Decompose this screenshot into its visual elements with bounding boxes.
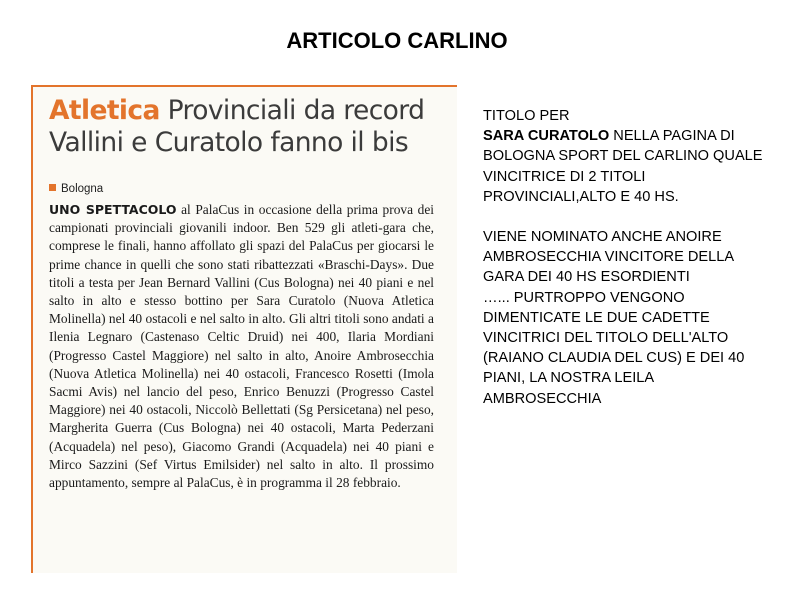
note-paragraph-1-text: NELLA PAGINA DI BOLOGNA SPORT DEL CARLINO QUALE VINCITRICE DI 2 TITOLI PROVINCIALI,ALTO E 40 HS. [483, 128, 763, 205]
side-note [483, 106, 763, 409]
slide-title: ARTICOLO CARLINO [286, 28, 508, 53]
newspaper-clipping [31, 85, 457, 573]
article-dateline [49, 183, 103, 195]
clipping-top-border [31, 85, 457, 87]
note-paragraph-1 [483, 126, 763, 207]
headline-line-2: Vallini e Curatolo fanno il bis [49, 127, 409, 158]
article-lead: UNO SPETTACOLO [49, 202, 177, 217]
clipping-left-border [31, 85, 33, 573]
article-text: al PalaCus in occasione della prima prova dei campionati provinciali giovanili indoor. Ben 529 gli atleti-gara che, comprese le finali, hanno affollato gli spazi del PalaCus per giocarsi le prime chance in quelli che sono stati ribattezzati «Braschi-Days». Due titoli a testa per Jean Bernard Vallini (Cus Bologna) nei 40 piani e nel salto in alto e stesso bottino per Sara Curatolo (Nuova Atletica Molinella) nel 40 ostacoli e nel salto in alto. Gli altri titoli sono andati a Ilenia Legnaro (Castenaso Celtic Druid) nei 400, Ilaria Mordiani (Progresso Castel Maggiore) nel salto in alto, Anoire Ambrosecchia (Nuova Atletica Molinella) nei 40 ostacoli, Francesco Rosetti (Imola Sacmi Avis) nel lancio del peso, Enrico Benuzzi (Progresso Castel Maggiore) nei 40 ostacoli, Niccolò Bellettati (Sg Persicetana) nel peso, Margherita Guerra (Cus Bologna) nei 40 ostacoli, Marta Pederzani (Acquadela) nel peso), Giacomo Grandi (Acquadela) nei 40 piani e Mirco Sazzini (Sef Virtus Emilsider) nel salto in alto. Il prossimo appuntamento, sempre al PalaCus, è in programma il 28 febbraio. [49, 202, 434, 491]
note-line-1: TITOLO PER [483, 108, 570, 124]
article-headline [49, 95, 449, 159]
headline-section-tag: Atletica [49, 95, 160, 126]
headline-text: Provinciali da record [159, 95, 425, 126]
square-bullet-icon [49, 184, 56, 191]
article-body [49, 201, 434, 492]
note-spacer [483, 207, 763, 227]
note-paragraph-3: …... PURTROPPO VENGONO DIMENTICATE LE DUE CADETTE VINCITRICI DEL TITOLO DELL'ALTO (RAIANO CLAUDIA DEL CUS) E DEI 40 PIANI, LA NOSTRA LEILA AMBROSECCHIA [483, 289, 745, 407]
note-paragraph-2: VIENE NOMINATO ANCHE ANOIRE AMBROSECCHIA VINCITORE DELLA GARA DEI 40 HS ESORDIENTI [483, 229, 734, 286]
note-athlete-name: SARA CURATOLO [483, 128, 610, 145]
dateline-text: Bologna [61, 183, 104, 195]
